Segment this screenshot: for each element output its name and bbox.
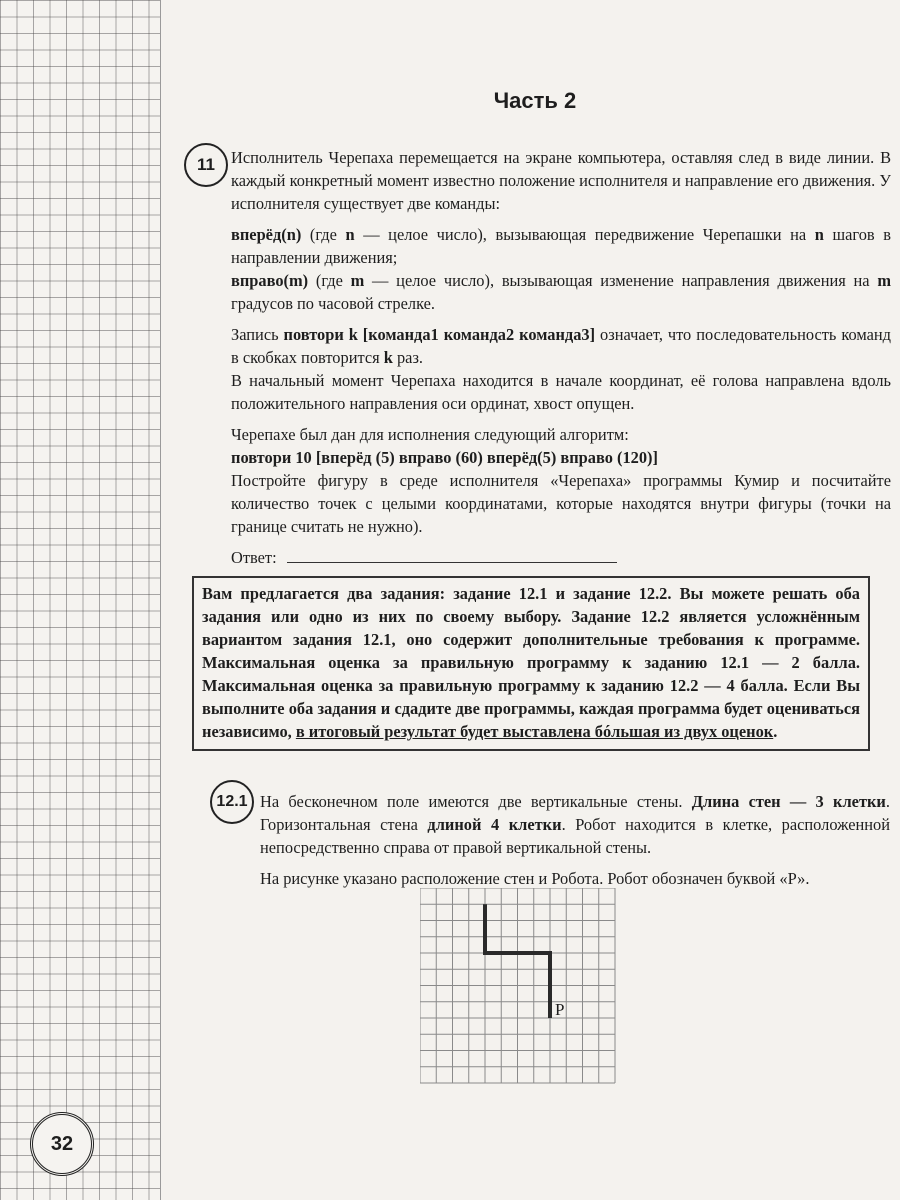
task-11-answer: Ответ:	[231, 546, 891, 569]
task-11-algorithm: повтори 10 [вперёд (5) вправо (60) вперёд(5) вправо (120)]	[231, 448, 658, 467]
task-12-1-number: 12.1	[210, 780, 254, 824]
task-12-1	[260, 790, 890, 898]
page-number: 32	[30, 1112, 94, 1176]
task-11-command-forward: вперёд(n) (где n — целое число), вызывающая передвижение Черепашки на n шагов в направлении движения;	[231, 225, 891, 267]
task-11-number: 11	[184, 143, 228, 187]
robot-field-figure	[420, 888, 620, 1088]
task-11-algorithm-intro: Черепахе был дан для исполнения следующий алгоритм:	[231, 425, 629, 444]
task-11-question: Постройте фигуру в среде исполнителя «Черепаха» программы Кумир и посчитайте количество точек с целыми координатами, которые находятся внутри фигуры (точки на границе считать не нужно).	[231, 471, 891, 536]
task-11-intro: Исполнитель Черепаха перемещается на экране компьютера, оставляя след в виде линии. В каждый конкретный момент известно положение исполнителя и направление его движения. У исполнителя существует две команды:	[231, 148, 891, 213]
task-11-repeat-note: Запись повтори k [команда1 команда2 команда3] означает, что последовательность команд в скобках повторится k раз.	[231, 325, 891, 367]
task-11-command-right: вправо(m) (где m — целое число), вызывающая изменение направления движения на m градусов по часовой стрелке.	[231, 271, 891, 313]
task-11	[231, 146, 891, 577]
graph-paper-margin	[0, 0, 161, 1200]
choice-notice-box: Вам предлагается два задания: задание 12.1 и задание 12.2. Вы можете решать оба задания или одно из них по своему выбору. Задание 12.2 является усложнённым вариантом задания 12.1, оно содержит дополнительные требования к программе. Максимальная оценка за правильную программу к заданию 12.1 — 2 балла. Максимальная оценка за правильную программу к заданию 12.2 — 4 балла. Если Вы выполните оба задания и сдадите две программы, каждая программа будет оцениваться независимо, в итоговый результат будет выставлена бóльшая из двух оценок.	[192, 576, 870, 751]
task-12-1-figure-note: На рисунке указано расположение стен и Робота. Робот обозначен буквой «Р».	[260, 869, 810, 888]
part-title: Часть 2	[493, 88, 577, 113]
robot-marker: Р	[555, 1000, 565, 1019]
task-11-initial-state: В начальный момент Черепаха находится в начале координат, её голова направлена вдоль положительного направления оси ординат, хвост опущен.	[231, 371, 891, 413]
field-grid	[420, 888, 615, 1083]
page-content	[180, 0, 890, 1200]
answer-field[interactable]	[287, 546, 617, 563]
task-12-1-description: На бесконечном поле имеются две вертикальные стены. Длина стен — 3 клетки. Горизонтальная стена длиной 4 клетки. Робот находится в клетке, расположенной непосредственно справа от правой вертикальной стены.	[260, 792, 891, 857]
